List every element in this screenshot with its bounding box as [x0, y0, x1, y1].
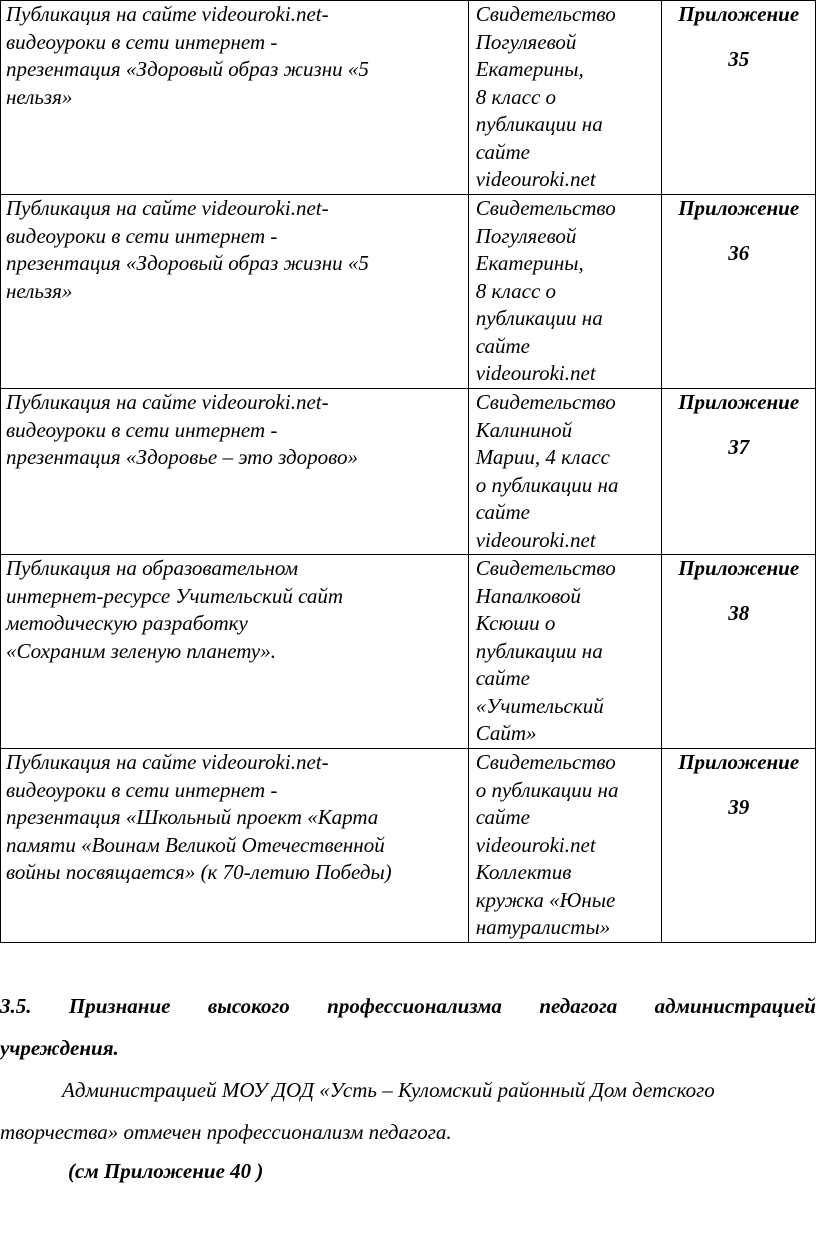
- publication-description-cell: [1, 389, 469, 555]
- description-line: памяти «Воинам Великой Отечественной: [6, 832, 385, 857]
- certificate-line: публикации на: [475, 306, 603, 330]
- description-line: «Сохраним зеленую планету».: [6, 638, 276, 663]
- appendix-cell: [662, 1, 816, 195]
- certificate-line: сайте: [475, 139, 530, 164]
- heading-word: 3.5.: [0, 994, 32, 1018]
- appendix-number: 37: [728, 434, 750, 459]
- section-heading: [0, 985, 816, 1069]
- appendix-label: Приложение: [678, 2, 800, 26]
- description-line: видеоуроки в сети интернет -: [6, 223, 278, 248]
- description-line: видеоуроки в сети интернет -: [6, 777, 278, 802]
- description-line: Публикация на сайте videouroki.net-: [6, 750, 329, 774]
- appendix-cell: [662, 389, 816, 555]
- table-row: [1, 555, 816, 749]
- appendix-label: Приложение: [678, 390, 800, 414]
- description-line: Публикация на образовательном: [6, 556, 299, 580]
- certificate-line: Свидетельство: [475, 750, 616, 774]
- section-heading-line-2: учреждения.: [0, 1036, 119, 1060]
- appendix-number: 39: [728, 794, 750, 819]
- description-line: методическую разработку: [6, 611, 248, 635]
- certificate-line: о публикации на: [475, 777, 619, 802]
- heading-word: высокого: [207, 994, 290, 1018]
- certificate-line: Коллектив: [475, 860, 572, 884]
- table-body: [1, 1, 816, 943]
- certificate-cell: [468, 389, 662, 555]
- certificate-line: videouroki.net: [475, 832, 596, 857]
- description-line: видеоуроки в сети интернет -: [6, 417, 278, 442]
- certificate-line: сайте: [475, 333, 530, 358]
- certificate-line: Ксюши о: [475, 611, 556, 635]
- description-line: презентация «Здоровье – это здорово»: [6, 445, 358, 469]
- heading-word: профессионализма: [327, 994, 502, 1018]
- certificate-line: Свидетельство: [475, 390, 616, 414]
- publication-description-cell: [1, 195, 469, 389]
- certificate-line: Свидетельство: [475, 556, 616, 580]
- certificate-line: публикации на: [475, 112, 603, 136]
- description-line: Публикация на сайте videouroki.net-: [6, 196, 329, 220]
- certificate-cell: [468, 1, 662, 195]
- certificate-line: videouroki.net: [475, 361, 596, 385]
- description-line: презентация «Здоровый образ жизни «5: [6, 57, 369, 81]
- appendix-label: Приложение: [678, 196, 800, 220]
- table-row: [1, 749, 816, 943]
- publication-description-cell: [1, 749, 469, 943]
- heading-word: педагога: [539, 994, 618, 1018]
- certificate-line: videouroki.net: [475, 527, 596, 552]
- certificate-line: Свидетельство: [475, 196, 616, 220]
- certificate-line: videouroki.net: [475, 167, 596, 191]
- certificate-line: Екатерины,: [475, 57, 584, 81]
- table-row: [1, 389, 816, 555]
- description-line: нельзя»: [6, 278, 73, 303]
- description-line: презентация «Школьный проект «Карта: [6, 805, 379, 829]
- description-line: Публикация на сайте videouroki.net-: [6, 2, 329, 26]
- description-line: видеоуроки в сети интернет -: [6, 29, 278, 54]
- certificate-line: 8 класс о: [475, 84, 557, 109]
- certificate-line: кружка «Юные: [475, 887, 616, 912]
- appendix-number: 35: [728, 46, 750, 71]
- description-line: Публикация на сайте videouroki.net-: [6, 390, 329, 414]
- appendix-number: 38: [728, 600, 750, 625]
- certificate-line: Напалковой: [475, 583, 581, 608]
- certificate-line: о публикации на: [475, 472, 619, 497]
- publication-description-cell: [1, 555, 469, 749]
- certificate-line: публикации на: [475, 638, 603, 663]
- certificate-cell: [468, 195, 662, 389]
- appendix-number: 36: [728, 240, 750, 265]
- certificate-line: 8 класс о: [475, 278, 557, 303]
- certificate-line: Марии, 4 класс: [475, 445, 610, 469]
- table-row: [1, 195, 816, 389]
- certificate-line: сайте: [475, 805, 530, 829]
- certificate-cell: [468, 749, 662, 943]
- appendix-label: Приложение: [678, 556, 800, 580]
- certificate-line: сайте: [475, 500, 530, 524]
- appendix-reference: (см Приложение 40 ): [68, 1159, 264, 1183]
- certificate-line: Екатерины,: [475, 251, 584, 275]
- section-heading-line-1: [0, 985, 816, 1027]
- table-row: [1, 1, 816, 195]
- certificate-line: Сайт»: [475, 721, 537, 745]
- description-line: интернет-ресурсе Учительский сайт: [6, 583, 344, 608]
- description-line: презентация «Здоровый образ жизни «5: [6, 251, 369, 275]
- certificate-cell: [468, 555, 662, 749]
- certificate-line: Погуляевой: [475, 29, 577, 54]
- certificate-line: Свидетельство: [475, 2, 616, 26]
- paragraph-line-2: творчества» отмечен профессионализм педагога.: [0, 1120, 452, 1144]
- section-paragraph: [0, 1069, 816, 1153]
- appendix-label: Приложение: [678, 750, 800, 774]
- description-line: войны посвящается» (к 70-летию Победы): [6, 860, 392, 884]
- heading-word: администрацией: [654, 994, 816, 1018]
- description-line: нельзя»: [6, 84, 73, 109]
- certificate-line: «Учительский: [475, 693, 604, 718]
- appendix-cell: [662, 195, 816, 389]
- appendix-cell: [662, 555, 816, 749]
- certificate-line: натуралисты»: [475, 915, 611, 939]
- certificate-line: сайте: [475, 666, 530, 690]
- paragraph-line-1: Администрацией МОУ ДОД «Усть – Куломский районный Дом детского: [62, 1078, 715, 1102]
- heading-word: Признание: [68, 994, 171, 1018]
- publication-description-cell: [1, 1, 469, 195]
- appendix-cell: [662, 749, 816, 943]
- certificate-line: Калининой: [475, 417, 573, 442]
- certificate-line: Погуляевой: [475, 223, 577, 248]
